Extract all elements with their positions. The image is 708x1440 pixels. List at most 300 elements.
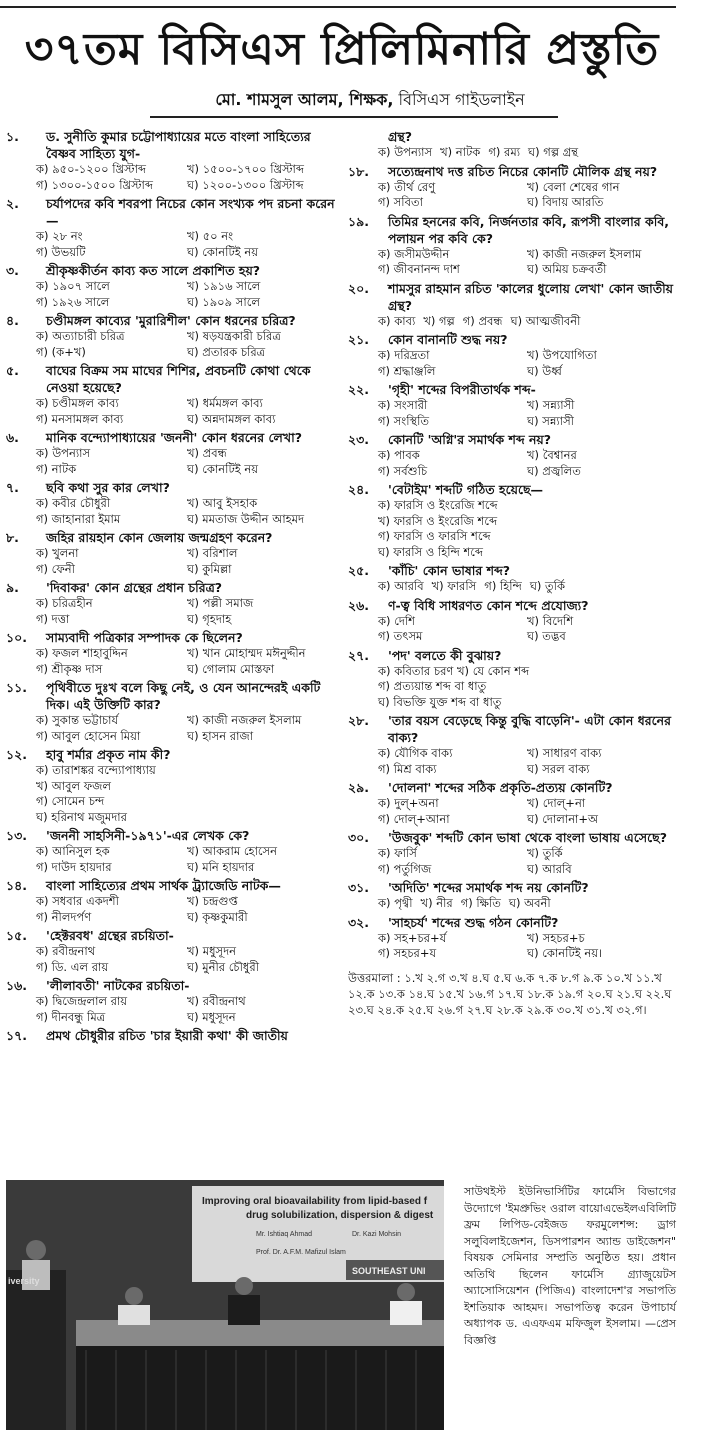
options-row xyxy=(378,195,676,211)
options-row xyxy=(378,746,676,762)
options-row xyxy=(36,713,338,729)
options-inline xyxy=(378,579,676,595)
options-row xyxy=(36,345,338,361)
option-b: খ) ফারসি xyxy=(431,579,477,593)
option-c: গ) ১৯২৬ সালে xyxy=(36,294,110,309)
options-grid xyxy=(378,796,676,827)
option-b: খ) চন্দ্রগুপ্ত xyxy=(187,894,238,908)
question-text: ছবি কথা সুর কার লেখা? xyxy=(46,480,170,495)
option-d: ঘ) ১৯০৯ সালে xyxy=(187,294,260,309)
options-row xyxy=(36,546,338,562)
option-c: গ) ডি. এল রায় xyxy=(36,959,109,974)
seminar-photo-graphic xyxy=(6,1180,444,1430)
question-text: শ্রীকৃষ্ণকীর্তন কাব্য কত সালে প্রকাশিত হয়? xyxy=(46,263,261,278)
options-row xyxy=(36,396,338,412)
question-text: হাবু শর্মার প্রকৃত নাম কী? xyxy=(46,747,171,762)
question-line xyxy=(348,331,676,348)
options-inline xyxy=(378,145,676,161)
options-row xyxy=(36,960,338,976)
question-item xyxy=(6,746,338,825)
question-line xyxy=(348,779,676,796)
question-line xyxy=(6,977,338,994)
option-c: গ) মনসামঙ্গল কাব্য xyxy=(36,411,124,426)
byline-org: বিসিএস গাইডলাইন xyxy=(398,90,525,109)
question-column-right xyxy=(348,128,676,1178)
option-c: গ) সোমেন চন্দ xyxy=(36,794,105,808)
option-a: ক) দুল্+অনা xyxy=(378,796,439,810)
question-line xyxy=(348,879,676,896)
options-row xyxy=(36,446,338,462)
byline-author: মো. শামসুল আলম, শিক্ষক, xyxy=(215,90,394,109)
question-line xyxy=(348,128,676,145)
question-text: 'উজবুক' শব্দটি কোন ভাষা থেকে বাংলা ভাষায় এসেছে? xyxy=(388,830,667,845)
question-number: ২৬. xyxy=(348,597,370,613)
question-item xyxy=(6,195,338,260)
option-b: খ) তুর্কি xyxy=(527,846,563,860)
question-text: সাম্যবাদী পত্রিকার সম্পাদক কে ছিলেন? xyxy=(46,630,243,645)
option-d: ঘ) গল্প গ্রন্থ xyxy=(528,145,579,159)
question-number: ১৫. xyxy=(6,928,27,943)
banner-title-1: Improving oral bioavailability from lipid-based f xyxy=(202,1196,428,1207)
options-row xyxy=(36,596,338,612)
option-a: ক) কবীর চৌধুরী xyxy=(36,496,111,510)
question-line xyxy=(348,213,676,247)
option-d: ঘ) কুমিল্লা xyxy=(187,561,232,576)
banner-title-2: drug solubilization, dispersion & digest xyxy=(246,1210,434,1221)
byline xyxy=(150,88,590,112)
options-row xyxy=(378,812,676,828)
option-a: ক) উপন্যাস xyxy=(36,446,91,460)
question-text: 'কাঁচি' কোন ভাষার শব্দ? xyxy=(388,563,511,578)
options-inline xyxy=(378,314,676,330)
option-c: ঘ) বিভক্তি যুক্ত শব্দ বা ধাতু xyxy=(378,694,502,709)
options-row xyxy=(36,279,338,295)
question-number: ২৮. xyxy=(348,713,369,728)
option-a: ক) চণ্ডীমঙ্গল কাব্য xyxy=(36,396,119,410)
question-line xyxy=(6,579,338,596)
option-a: ক) রবীন্দ্রনাথ xyxy=(36,944,96,958)
option-c: গ) প্রবন্ধ xyxy=(462,313,503,328)
page-headline: ৩৭তম বিসিএস প্রিলিমিনারি প্রস্তুতি xyxy=(24,24,660,75)
question-item xyxy=(348,431,676,479)
option-a: ক) কাব্য xyxy=(378,313,416,328)
option-d: ঘ) মমতাজ উদ্দীন আহমদ xyxy=(187,511,305,526)
option-b: খ) উপযোগিতা xyxy=(527,348,597,362)
question-line xyxy=(348,829,676,846)
question-item xyxy=(348,128,676,161)
question-text: ণ-ত্ব বিধি সাধরণত কোন শব্দে প্রযোজ্য? xyxy=(388,597,589,613)
option-b: খ) প্রবন্ধ xyxy=(187,446,227,460)
question-text: প্রমথ চৌধুরীর রচিত 'চার ইয়ারী কথা' কী জাতীয় xyxy=(46,1028,288,1043)
question-text: 'জননী সাহসিনী-১৯৭১'-এর লেখক কে? xyxy=(46,828,250,843)
options-row xyxy=(36,245,338,261)
option-c: গ) (ক+খ) xyxy=(36,344,86,359)
option-a: ক) ৯৫০-১২০০ খ্রিস্টাব্দ xyxy=(36,162,146,176)
question-line xyxy=(348,431,676,448)
options-grid xyxy=(36,844,338,875)
option-b: খ) ধর্মমঙ্গল কাব্য xyxy=(187,396,263,410)
question-text: 'গৃহী' শব্দের বিপরীতার্থক শব্দ- xyxy=(388,382,536,397)
question-number: ১০. xyxy=(6,630,27,645)
question-number: ৩২. xyxy=(348,914,370,930)
option-c: গ) তৎসম xyxy=(378,629,423,643)
options-grid xyxy=(378,247,676,278)
question-number xyxy=(348,128,388,145)
options-row xyxy=(36,162,338,178)
question-text: বাঘের বিক্রম সম মাঘের শিশির, প্রবচনটি কোথা থেকে নেওয়া হয়েছে? xyxy=(46,363,311,395)
option-c: গ) দাউদ হায়দার xyxy=(36,859,112,874)
options-grid xyxy=(378,931,676,962)
options-row xyxy=(378,931,676,947)
options-grid xyxy=(36,646,338,677)
question-text: চণ্ডীমঙ্গল কাব্যের 'মুরারিশীল' কোন ধরনের চরিত্র? xyxy=(46,313,296,328)
question-line xyxy=(348,163,676,180)
options-stacked xyxy=(378,498,676,560)
question-line xyxy=(348,647,676,664)
question-item xyxy=(348,331,676,379)
option-a: ক) দ্বিজেন্দ্রলাল রায় xyxy=(36,994,128,1008)
option-a: ক) তীর্থ রেণু xyxy=(378,179,436,194)
option-b: খ) নীর xyxy=(420,896,453,910)
option-a: ক) খুলনা xyxy=(36,546,79,560)
question-item xyxy=(348,779,676,827)
question-number: ৮. xyxy=(6,530,19,545)
question-item xyxy=(6,927,338,975)
option-d: ঘ) আরবি xyxy=(527,861,572,876)
options-row xyxy=(36,729,338,745)
option-c: গ) আবুল হোসেন মিয়া xyxy=(36,728,141,743)
options-row xyxy=(378,448,676,464)
option-b: গ) প্রত্যয়ান্ত শব্দ বা ধাতু xyxy=(378,679,487,693)
question-item xyxy=(348,381,676,429)
options-grid xyxy=(36,596,338,627)
question-line xyxy=(6,362,338,396)
option-c: গ) ১৩০০-১৫০০ খ্রিস্টাব্দ xyxy=(36,177,153,192)
question-number: ২৭. xyxy=(348,647,370,663)
option-d: ঘ) ফারসি ও হিন্দি শব্দে xyxy=(378,544,483,559)
options-grid xyxy=(378,614,676,645)
options-row xyxy=(36,1010,338,1026)
options-grid xyxy=(36,279,338,310)
podium-label: iversity xyxy=(8,1276,40,1286)
options-row xyxy=(36,612,338,628)
option-b: খ) ৫০ নং xyxy=(187,229,234,243)
options-grid xyxy=(378,348,676,379)
question-number: ৩০. xyxy=(348,830,370,845)
question-item xyxy=(348,562,676,595)
option-c: গ) নাটক xyxy=(36,461,77,476)
question-item xyxy=(6,579,338,627)
question-number: ২২. xyxy=(348,382,370,397)
options-grid xyxy=(36,944,338,975)
question-line xyxy=(6,529,338,546)
options-row xyxy=(378,464,676,480)
question-line xyxy=(6,195,338,229)
question-text: 'পদ' বলতে কী বুঝায়? xyxy=(388,647,502,663)
question-text: 'লীলাবতী' নাটকের রচয়িতা- xyxy=(46,978,190,993)
question-line xyxy=(6,128,338,162)
option-c: গ) জাহানারা ইমাম xyxy=(36,511,121,526)
option-d: ঘ) দোলানা+অ xyxy=(527,811,598,826)
question-text: তিমির হননের কবি, নির্জনতার কবি, রূপসী বাংলার কবি, পলায়ন পর কবি কে? xyxy=(388,213,670,246)
option-a: ক) সংসারী xyxy=(378,398,428,412)
option-b: খ) ১৯১৬ সালে xyxy=(187,279,261,293)
question-number: ১৯. xyxy=(348,213,369,229)
question-item xyxy=(6,1027,338,1044)
option-d: ঘ) গৃহদাহ xyxy=(187,611,232,626)
question-item xyxy=(6,262,338,310)
option-c: গ) সবিতা xyxy=(378,195,423,209)
option-b: খ) নাটক xyxy=(440,145,481,159)
banner-brand: SOUTHEAST UNI xyxy=(352,1266,426,1276)
question-text: সত্যেন্দ্রনাথ দত্ত রচিত নিচের কোনটি মৌলিক গ্রন্থ নয়? xyxy=(388,163,658,179)
option-a: ক) ১৯০৭ সালে xyxy=(36,279,110,293)
question-number: ১৪. xyxy=(6,878,27,893)
question-text: শামসুর রাহমান রচিত 'কালের ধুলোয় লেখা' কোন জাতীয় গ্রন্থ? xyxy=(388,280,674,313)
options-grid xyxy=(36,994,338,1025)
question-line xyxy=(6,679,338,713)
options-row xyxy=(36,329,338,345)
option-d: ঘ) হরিনাথ মজুমদার xyxy=(36,809,127,824)
option-a: ক) আনিসুল হক xyxy=(36,844,110,858)
options-row xyxy=(378,364,676,380)
question-text: 'দিবাকর' কোন গ্রন্থের প্রধান চরিত্র? xyxy=(46,580,223,595)
question-item xyxy=(348,213,676,278)
options-row xyxy=(378,180,676,196)
question-number: ১৬. xyxy=(6,978,27,993)
option-a: ক) পৃথ্বী xyxy=(378,896,413,910)
question-text: পৃথিবীতে দুঃখ বলে কিছু নেই, ও যেন আনন্দেরই একটি দিক। এই উক্তিটি কার? xyxy=(46,680,321,712)
option-d: ঘ) মধুসূদন xyxy=(187,1009,236,1024)
question-item xyxy=(6,629,338,677)
option-d: ঘ) সরল বাক্য xyxy=(527,761,590,776)
options-grid xyxy=(36,546,338,577)
option-d: ঘ) কোনটিই নয় xyxy=(187,461,258,476)
options-stacked xyxy=(378,664,676,711)
option-b: খ) আবু ইসহাক xyxy=(187,496,258,510)
question-number: ২. xyxy=(6,196,19,211)
question-item xyxy=(6,827,338,875)
option-a: ক) অত্যাচারী চরিত্র xyxy=(36,329,125,343)
option-d: ঘ) কোনটিই নয় xyxy=(187,244,258,259)
option-d: ঘ) মুনীর চৌধুরী xyxy=(187,959,259,974)
question-item xyxy=(348,481,676,560)
question-item xyxy=(6,529,338,577)
question-line xyxy=(6,312,338,329)
question-number: ৯. xyxy=(6,580,19,595)
option-a: ক) ফজল শাহাবুদ্দিন xyxy=(36,646,128,660)
options-grid xyxy=(378,398,676,429)
question-number: ২০. xyxy=(348,280,370,296)
option-d: ঘ) বিদায় আরতি xyxy=(527,195,604,209)
question-item xyxy=(6,877,338,925)
question-item xyxy=(6,362,338,427)
option-c: গ) সংস্থিতি xyxy=(378,413,430,428)
question-item xyxy=(6,679,338,744)
options-row xyxy=(378,414,676,430)
top-rule xyxy=(0,6,676,8)
options-row xyxy=(36,944,338,960)
question-text: 'সাহচর্য' শব্দের শুদ্ধ গঠন কোনটি? xyxy=(388,914,559,930)
option-c: গ) হিন্দি xyxy=(484,579,522,593)
option-c: গ) সহচর+য xyxy=(378,946,437,960)
option-d: ঘ) কৃষ্ণকুমারী xyxy=(187,909,248,924)
option-c: গ) উভয়টি xyxy=(36,244,86,259)
options-grid xyxy=(36,162,338,193)
options-row xyxy=(378,796,676,812)
question-number: ৬. xyxy=(6,430,19,445)
option-c: গ) ফারসি ও ফারসি শব্দে xyxy=(378,529,491,543)
option-b: খ) ষড়যন্ত্রকারী চরিত্র xyxy=(187,329,281,343)
option-b: খ) সহচর+চ xyxy=(527,930,585,945)
option-a: ক) যৌগিক বাক্য xyxy=(378,746,453,760)
option-c: গ) দোল্+আনা xyxy=(378,811,450,826)
question-line xyxy=(6,746,338,763)
option-b: খ) বৈশ্বানর xyxy=(527,448,577,462)
question-line xyxy=(6,827,338,844)
question-number: ৩. xyxy=(6,263,19,278)
banner-speaker-left: Mr. Ishtiaq Ahmad xyxy=(256,1231,313,1238)
option-d: ঘ) আত্মজীবনী xyxy=(510,313,581,328)
photo-caption: সাউথইস্ট ইউনিভার্সিটির ফার্মেসি বিভাগের উদ্যোগে 'ইমপ্রুভিং ওরাল বায়োএভেইলএবিলিটি ফ্রম লিপিড-বেইজড ফরমুলেশন্স: ড্রাগ সলুবিলাইজেশন, ডিসপারশন অ্যান্ড ডাইজেশন" বিষয়ক সেমিনার সম্প্রতি অনুষ্ঠিত হয়। প্রধান অতিথি ছিলেন ফার্মেসি গ্র্যাজুয়েটস অ্যাসোসিয়েশন (পিজিএ) বাংলাদেশ'র সভাপতি ইশতিয়াক আহমদ। সভাপতিত্ব করেন উপাচার্য অধ্যাপক ড. এএফএম মফিজুল ইসলাম। —প্রেস বিজ্ঞপ্তি xyxy=(464,1185,676,1347)
question-line xyxy=(348,597,676,614)
option-a: ক) দরিদ্রতা xyxy=(378,348,430,362)
option-d: ঘ) অন্নদামঙ্গল কাব্য xyxy=(187,411,276,426)
question-number: ৭. xyxy=(6,480,19,495)
options-row xyxy=(378,862,676,878)
option-a: ক) উপন্যাস xyxy=(378,145,433,159)
question-line xyxy=(348,280,676,314)
question-item xyxy=(6,128,338,193)
question-text: বাংলা সাহিত্যের প্রথম সার্থক ট্র্যাজেডি নাটক— xyxy=(46,878,281,893)
option-a: ক) ফার্সি xyxy=(378,846,417,860)
options-grid xyxy=(36,894,338,925)
question-item xyxy=(6,977,338,1025)
question-item xyxy=(348,914,676,962)
option-b: খ) বিদেশি xyxy=(527,613,574,628)
question-line xyxy=(6,429,338,446)
question-number: ১৭. xyxy=(6,1028,27,1043)
option-b: খ) ফারসি ও ইংরেজি শব্দে xyxy=(378,513,498,528)
question-number: ২৪. xyxy=(348,482,369,497)
question-text: 'তার বয়স বেড়েছে কিন্তু বুদ্ধি বাড়েনি'- এটা কোন ধরনের বাক্য? xyxy=(388,713,671,745)
question-item xyxy=(348,163,676,211)
option-b: খ) সন্ন্যাসী xyxy=(527,398,575,412)
options-row xyxy=(378,846,676,862)
option-d: ঘ) তদ্ভব xyxy=(527,629,566,643)
option-b: খ) আকরাম হোসেন xyxy=(187,844,277,858)
question-text: ড. সুনীতি কুমার চট্টোপাধ্যায়ের মতে বাংলা সাহিত্যের বৈষ্ণব সাহিত্য যুগ- xyxy=(46,129,311,161)
options-grid xyxy=(36,496,338,527)
question-text: জহির রায়হান কোন জেলায় জন্মগ্রহণ করেন? xyxy=(46,530,273,545)
question-number: ২৯. xyxy=(348,780,369,795)
question-text: 'দোলনা' শব্দের সঠিক প্রকৃতি-প্রত্যয় কোনটি? xyxy=(388,780,613,795)
options-row xyxy=(36,295,338,311)
question-number: ১২. xyxy=(6,747,27,762)
question-line xyxy=(348,381,676,398)
question-number: ১১. xyxy=(6,680,27,695)
question-text: 'অদিতি' শব্দের সমার্থক শব্দ নয় কোনটি? xyxy=(388,880,589,895)
option-c: গ) শ্রদ্ধাঞ্জলি xyxy=(378,363,436,378)
option-a: ক) সধবার একদশী xyxy=(36,894,119,908)
options-row xyxy=(36,496,338,512)
question-list-right xyxy=(348,128,676,962)
option-d: ঘ) তুর্কি xyxy=(529,579,566,593)
option-a: ক) তারাশঙ্কর বন্দ্যোপাধ্যায় xyxy=(36,763,156,777)
options-grid xyxy=(378,746,676,777)
options-grid xyxy=(36,229,338,260)
question-line xyxy=(348,562,676,579)
option-b: খ) সাধারণ বাক্য xyxy=(527,746,602,760)
option-d: ঘ) অমিয় চক্রবর্তী xyxy=(527,262,607,276)
banner-chair: Prof. Dr. A.F.M. Mafizul Islam xyxy=(256,1249,346,1256)
option-d: ঘ) মনি হায়দার xyxy=(187,859,255,874)
question-number: ৫. xyxy=(6,363,19,378)
option-b: খ) আবুল ফজল xyxy=(36,778,111,793)
banner-speaker-right: Dr. Kazi Mohsin xyxy=(352,1231,402,1238)
question-item xyxy=(6,479,338,527)
option-b: খ) বেলা শেষের গান xyxy=(527,179,620,194)
options-grid xyxy=(36,446,338,477)
option-a: ক) সহ+চর+র্য xyxy=(378,930,447,945)
options-grid xyxy=(36,713,338,744)
question-line xyxy=(6,479,338,496)
options-row xyxy=(36,662,338,678)
option-a: ক) ২৮ নং xyxy=(36,229,83,243)
question-item xyxy=(6,312,338,360)
options-row xyxy=(36,646,338,662)
option-c: গ) সর্বশুচি xyxy=(378,463,428,478)
option-d: ঘ) হাসন রাজা xyxy=(187,728,254,743)
option-c: গ) শ্রীকৃষ্ণ দাস xyxy=(36,661,103,676)
option-c: গ) পর্তুগিজ xyxy=(378,861,432,876)
option-b: খ) কাজী নজরুল ইসলাম xyxy=(187,713,302,727)
question-column-left xyxy=(6,128,338,1184)
options-row xyxy=(378,398,676,414)
option-b: খ) ১৫০০-১৭০০ খ্রিস্টাব্দ xyxy=(187,162,304,176)
options-row xyxy=(378,946,676,962)
question-line xyxy=(348,914,676,931)
option-c: গ) দীনবন্ধু মিত্র xyxy=(36,1009,106,1024)
option-b: খ) গল্প xyxy=(423,313,455,328)
options-row xyxy=(36,512,338,528)
options-row xyxy=(378,762,676,778)
option-d: ঘ) প্রতারক চরিত্র xyxy=(187,344,266,359)
question-item xyxy=(348,280,676,330)
option-c: গ) নীলদর্পণ xyxy=(36,909,92,924)
option-c: গ) জীবনানন্দ দাশ xyxy=(378,262,460,276)
options-row xyxy=(36,994,338,1010)
option-a: ক) দেশি xyxy=(378,613,415,628)
option-d: ঘ) ১২০০-১৩০০ খ্রিস্টাব্দ xyxy=(187,177,304,192)
option-b: খ) দোল্+না xyxy=(527,796,586,810)
option-b: খ) পল্লী সমাজ xyxy=(187,596,254,610)
question-item xyxy=(348,597,676,645)
question-number: ২১. xyxy=(348,332,369,347)
option-c: গ) রম্য xyxy=(488,145,521,159)
question-number: ১. xyxy=(6,129,19,144)
option-b: খ) বরিশাল xyxy=(187,546,238,560)
options-grid xyxy=(378,180,676,211)
options-stacked xyxy=(36,763,338,825)
option-d: ঘ) প্রজ্বলিত xyxy=(527,463,581,478)
question-item xyxy=(348,712,676,777)
byline-rule xyxy=(150,116,558,118)
options-row xyxy=(378,614,676,630)
question-number: ৪. xyxy=(6,313,19,328)
options-row xyxy=(36,462,338,478)
options-row xyxy=(36,860,338,876)
